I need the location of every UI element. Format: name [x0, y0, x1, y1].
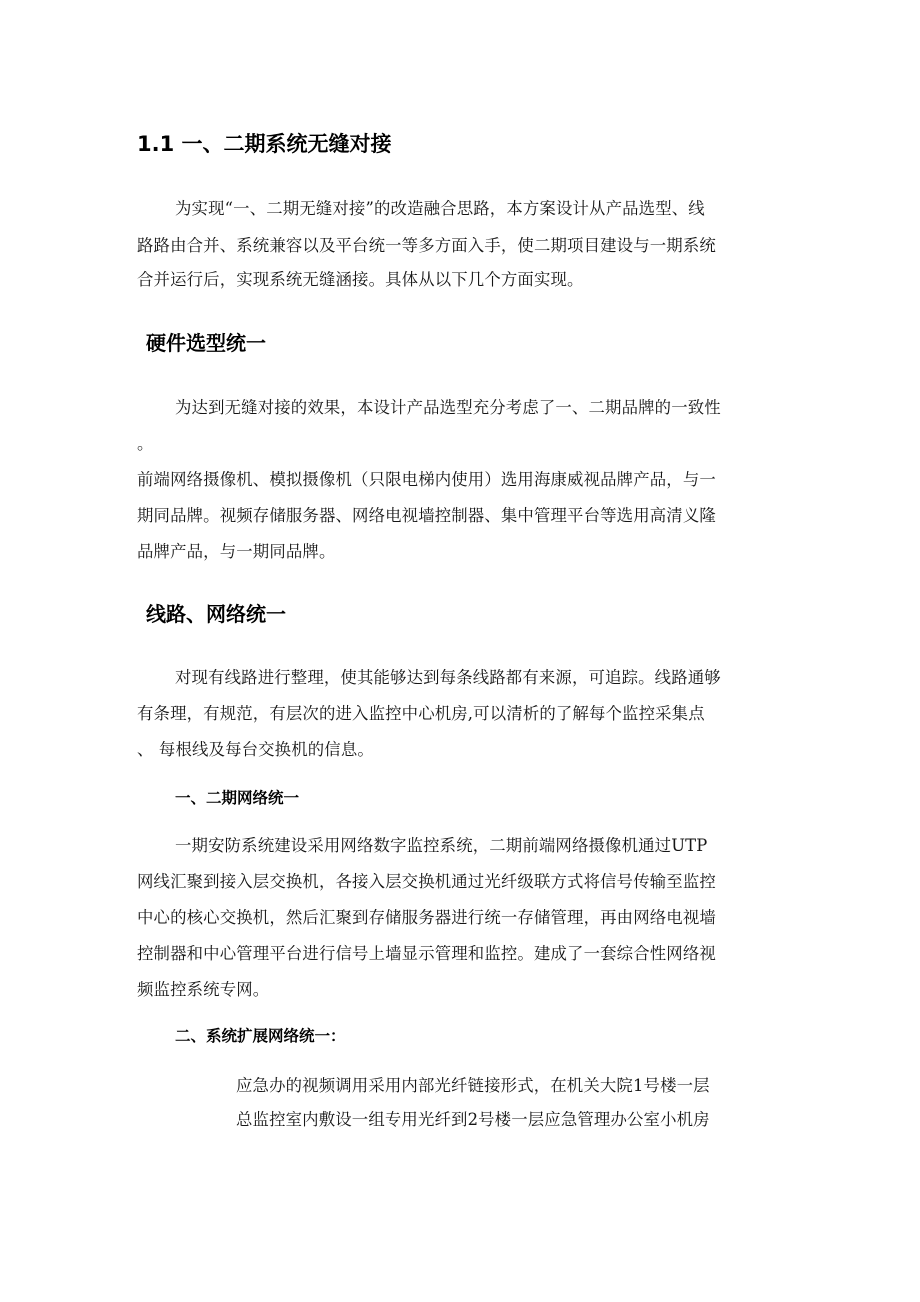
hardware-line: 品牌产品，与一期同品牌。	[137, 542, 336, 561]
phase-network-line: 中心的核心交换机，然后汇聚到存储服务器进行统一存储管理，再由网络电视墙	[137, 908, 716, 927]
subsection-heading-extension-network: 二、系统扩展网络统一：	[175, 1027, 346, 1045]
phase-network-line: 频监控系统专网。	[137, 980, 270, 999]
section-heading-network: 线路、网络统一	[146, 602, 286, 626]
network-line: 、 每根线及每台交换机的信息。	[137, 740, 374, 759]
phase-network-line: 控制器和中心管理平台进行信号上墙显示管理和监控。建成了一套综合性网络视	[137, 944, 716, 963]
network-line: 有条理，有规范，有层次的进入监控中心机房,可以清析的了解每个监控采集点	[137, 704, 705, 723]
hardware-line: 。	[137, 434, 154, 453]
extension-network-line: 总监控室内敷设一组专用光纤到2号楼一层应急管理办公室小机房	[236, 1110, 710, 1129]
intro-line: 为实现“一、二期无缝对接”的改造融合思路，本方案设计从产品选型、线	[175, 199, 705, 218]
intro-line: 合并运行后，实现系统无缝涵接。具体从以下几个方面实现。	[137, 270, 584, 289]
intro-line: 路路由合并、系统兼容以及平台统一等多方面入手，使二期项目建设与一期系统	[137, 236, 716, 255]
extension-network-line: 应急办的视频调用采用内部光纤链接形式，在机关大院1号楼一层	[236, 1076, 710, 1095]
section-heading-1-1: 1.1 一、二期系统无缝对接	[137, 132, 392, 156]
phase-network-line: 一期安防系统建设采用网络数字监控系统，二期前端网络摄像机通过UTP	[175, 836, 708, 855]
hardware-line: 前端网络摄像机、模拟摄像机（只限电梯内使用）选用海康威视品牌产品，与一	[137, 470, 716, 489]
hardware-line: 期同品牌。视频存储服务器、网络电视墙控制器、集中管理平台等选用高清义隆	[137, 506, 716, 525]
network-line: 对现有线路进行整理，使其能够达到每条线路都有来源，可追踪。线路通够	[175, 668, 721, 687]
subsection-heading-phase-network: 一、二期网络统一	[175, 789, 300, 807]
section-heading-hardware: 硬件选型统一	[146, 331, 266, 355]
hardware-line: 为达到无缝对接的效果，本设计产品选型充分考虑了一、二期品牌的一致性	[175, 398, 721, 417]
phase-network-line: 网线汇聚到接入层交换机，各接入层交换机通过光纤级联方式将信号传输至监控	[137, 872, 716, 891]
